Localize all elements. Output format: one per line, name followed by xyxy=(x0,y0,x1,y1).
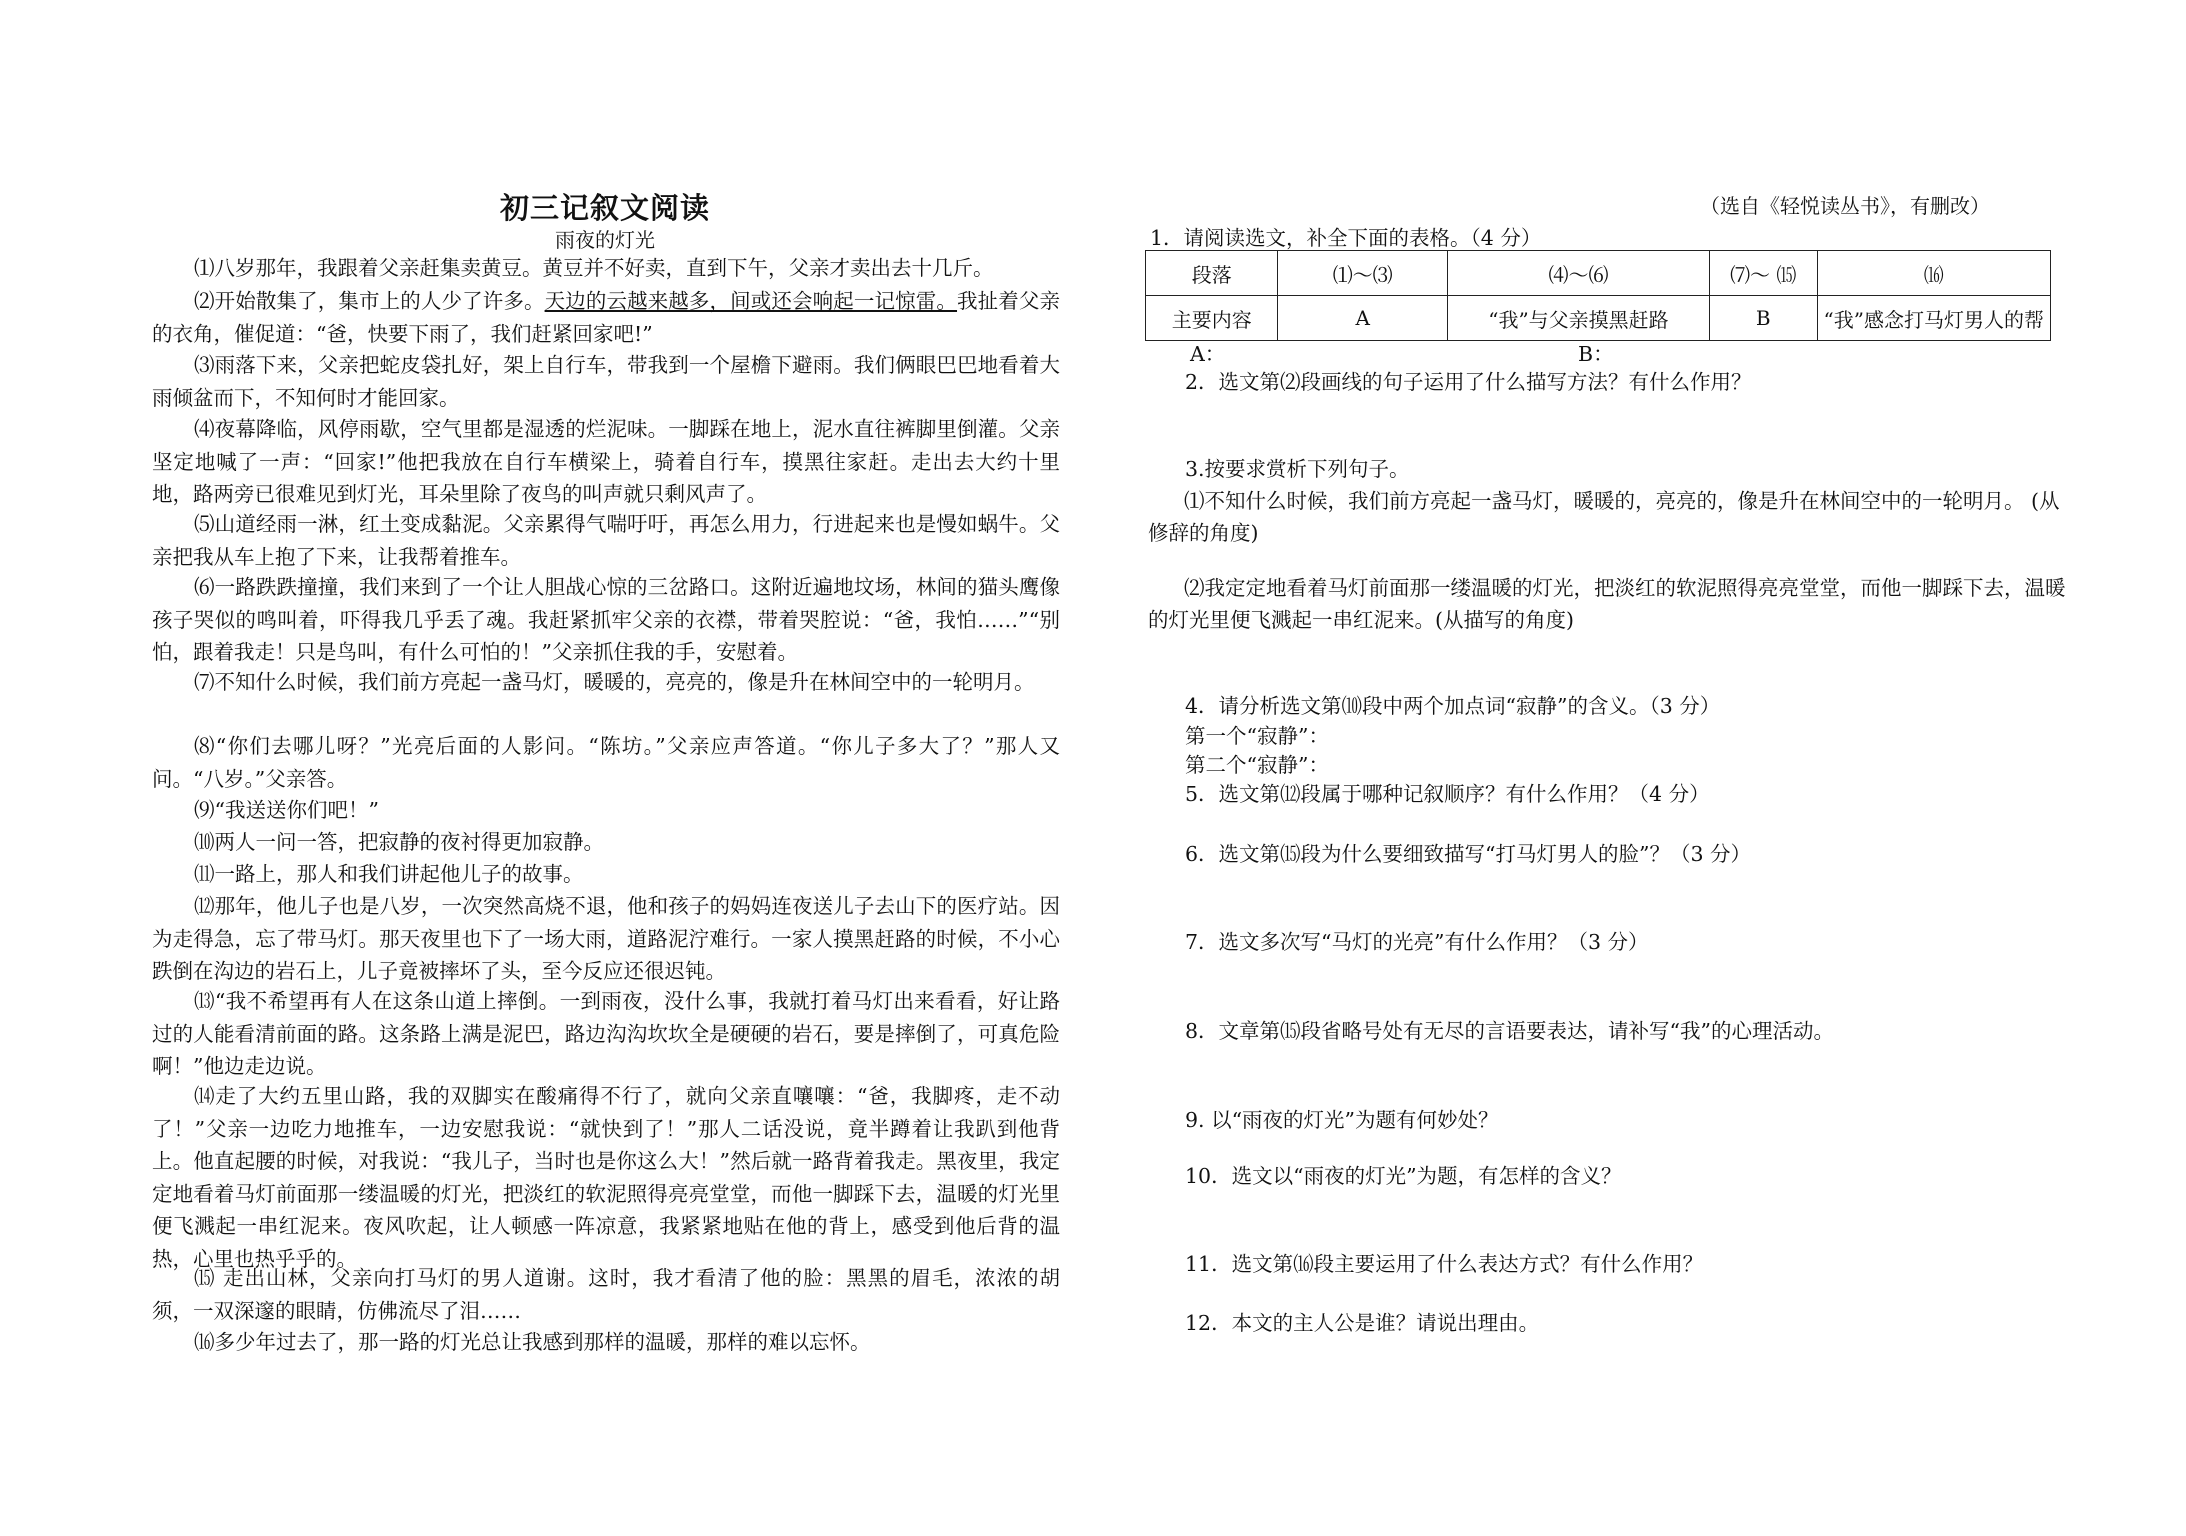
question-4-1: 第一个“寂静”： xyxy=(1185,724,1329,748)
question-3: 3.按要求赏析下列句子。 xyxy=(1185,457,1410,481)
table-cell: ⑺～ ⒂ xyxy=(1709,251,1817,296)
paragraph-9: ⑼“我送送你们吧！” xyxy=(194,798,379,822)
paragraph-2-text: ⑵开始散集了，集市上的人少了许多。 xyxy=(194,289,545,313)
answer-b-label: B： xyxy=(1578,342,1614,366)
paragraph-6: ⑹一路跌跌撞撞，我们来到了一个让人胆战心惊的三岔路口。这附近遍地坟场，林间的猫头鹰像孩子哭似的鸣叫着，吓得我几乎丢了魂。我赶紧抓牢父亲的衣襟，带着哭腔说：“爸，我怕……”“别怕，跟着我走！只是鸟叫，有什么可怕的！”父亲抓住我的手，安慰着。 xyxy=(152,575,1060,664)
paragraph-13: ⒀“我不希望再有人在这条山道上摔倒。一到雨夜，没什么事，我就打着马灯出来看看，好让路过的人能看清前面的路。这条路上满是泥巴，路边沟沟坎坎全是硬硬的岩石，要是摔倒了，可真危险啊！”他边走边说。 xyxy=(152,989,1060,1078)
table-cell: ⒃ xyxy=(1817,251,2050,296)
table-cell: B xyxy=(1709,296,1817,341)
paragraph-4: ⑷夜幕降临，风停雨歇，空气里都是湿透的烂泥味。一脚踩在地上，泥水直往裤脚里倒灌。父亲坚定地喊了一声：“回家!”他把我放在自行车横梁上，骑着自行车，摸黑往家赶。走出去大约十里地，路两旁已很难见到灯光，耳朵里除了夜鸟的叫声就只剩风声了。 xyxy=(152,417,1060,506)
document-title: 初三记叙文阅读 xyxy=(500,191,711,225)
paragraph-10: ⑽两人一问一答，把寂静的夜衬得更加寂静。 xyxy=(194,830,604,854)
question-3-2: ⑵我定定地看着马灯前面那一缕温暖的灯光，把淡红的软泥照得亮亮堂堂，而他一脚踩下去，温暖的灯光里便飞溅起一串红泥来。(从描写的角度) xyxy=(1148,576,2066,632)
answer-a-label: A： xyxy=(1190,342,1226,366)
paragraph-2-text-rest: 我扯着父亲的衣角，催促道：“爸，快要下雨了，我们赶紧回家吧!” xyxy=(152,289,1061,346)
question-3-1: ⑴不知什么时候，我们前方亮起一盏马灯，暖暖的，亮亮的，像是升在林间空中的一轮明月。 (从修辞的角度) xyxy=(1148,489,2060,545)
source-note: （选自《轻悦读丛书》，有删改） xyxy=(1700,194,1990,218)
table-cell: ⑴～⑶ xyxy=(1278,251,1448,296)
question-10: 10．选文以“雨夜的灯光”为题，有怎样的含义？ xyxy=(1185,1164,1622,1188)
underlined-sentence: 天边的云越来越多，间或还会响起一记惊雷。 xyxy=(544,289,958,313)
question-6: 6．选文第⒂段为什么要细致描写“打马灯男人的脸”？（3 分） xyxy=(1185,842,1752,866)
paragraph-3: ⑶雨落下来，父亲把蛇皮袋扎好，架上自行车，带我到一个屋檐下避雨。我们俩眼巴巴地看着大雨倾盆而下，不知何时才能回家。 xyxy=(152,353,1060,410)
table-cell: “我”与父亲摸黑赶路 xyxy=(1447,296,1709,341)
table-row xyxy=(1146,296,2051,341)
paragraph-7: ⑺不知什么时候，我们前方亮起一盏马灯，暖暖的，亮亮的，像是升在林间空中的一轮明月。 xyxy=(194,670,1035,694)
table-cell: 主要内容 xyxy=(1146,296,1278,341)
paragraph-14: ⒁走了大约五里山路，我的双脚实在酸痛得不行了，就向父亲直嚷嚷：“爸，我脚疼，走不动了！”父亲一边吃力地推车，一边安慰我说：“就快到了！”那人二话没说，竟半蹲着让我趴到他背上。他直起腰的时候，对我说：“我儿子，当时也是你这么大！”然后就一路背着我走。黑夜里，我定定地看着马灯前面那一缕温暖的灯光，把淡红的软泥照得亮亮堂堂，而他一脚踩下去，温暖的灯光里便飞溅起一串红泥来。夜风吹起，让人顿感一阵凉意，我紧紧地贴在他的背上，感受到他后背的温热，心里也热乎乎的。 xyxy=(152,1084,1060,1271)
table-row xyxy=(1146,251,2051,296)
question-1: 1．请阅读选文，补全下面的表格。（4 分） xyxy=(1150,226,1542,250)
question-11: 11．选文第⒃段主要运用了什么表达方式？有什么作用？ xyxy=(1185,1252,1704,1276)
table-cell: 段落 xyxy=(1146,251,1278,296)
question-8: 8．文章第⒂段省略号处有无尽的言语要表达，请补写“我”的心理活动。 xyxy=(1185,1019,1835,1043)
table-cell: “我”感念打马灯男人的帮 xyxy=(1817,296,2050,341)
question-2: 2．选文第⑵段画线的句子运用了什么描写方法？有什么作用？ xyxy=(1185,370,1752,394)
question-4-2: 第二个“寂静”： xyxy=(1185,753,1329,777)
paragraph-1: ⑴八岁那年，我跟着父亲赶集卖黄豆。黄豆并不好卖，直到下午，父亲才卖出去十几斤。 xyxy=(194,256,994,280)
paragraph-16: ⒃多少年过去了，那一路的灯光总让我感到那样的温暖，那样的难以忘怀。 xyxy=(194,1330,871,1354)
paragraph-5: ⑸山道经雨一淋，红土变成黏泥。父亲累得气喘吁吁，再怎么用力，行进起来也是慢如蜗牛。父亲把我从车上抱了下来，让我帮着推车。 xyxy=(152,512,1060,569)
paragraph-2 xyxy=(152,285,1060,350)
paragraph-12: ⑿那年，他儿子也是八岁，一次突然高烧不退，他和孩子的妈妈连夜送儿子去山下的医疗站。因为走得急，忘了带马灯。那天夜里也下了一场大雨，道路泥泞难行。一家人摸黑赶路的时候，不小心跌倒在沟边的岩石上，儿子竟被摔坏了头，至今反应还很迟钝。 xyxy=(152,894,1060,983)
story-title: 雨夜的灯光 xyxy=(555,228,655,252)
summary-table xyxy=(1145,250,2051,341)
question-9: 9. 以“雨夜的灯光”为题有何妙处？ xyxy=(1185,1108,1499,1132)
question-4: 4．请分析选文第⑽段中两个加点词“寂静”的含义。（3 分） xyxy=(1185,694,1721,718)
question-5: 5．选文第⑿段属于哪种记叙顺序？有什么作用？（4 分） xyxy=(1185,782,1710,806)
question-12: 12．本文的主人公是谁？请说出理由。 xyxy=(1185,1311,1540,1335)
table-cell: ⑷～⑹ xyxy=(1447,251,1709,296)
paragraph-15: ⒂ 走出山林，父亲向打马灯的男人道谢。这时，我才看清了他的脸：黑黑的眉毛，浓浓的胡须，一双深邃的眼睛，仿佛流尽了泪…… xyxy=(152,1266,1060,1323)
question-7: 7．选文多次写“马灯的光亮”有什么作用？（3 分） xyxy=(1185,930,1649,954)
paragraph-8: ⑻“你们去哪儿呀？”光亮后面的人影问。“陈坊。”父亲应声答道。“你儿子多大了？”那人又问。“八岁。”父亲答。 xyxy=(152,734,1060,791)
paragraph-11: ⑾一路上，那人和我们讲起他儿子的故事。 xyxy=(194,862,584,886)
table-cell: A xyxy=(1278,296,1448,341)
